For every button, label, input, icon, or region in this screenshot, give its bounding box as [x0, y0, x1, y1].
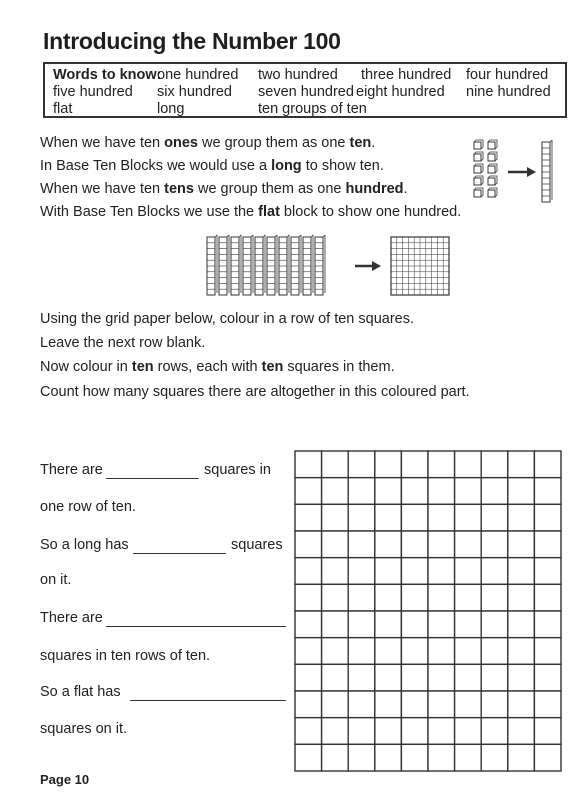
grid-cell[interactable] [508, 638, 535, 665]
grid-cell[interactable] [322, 664, 349, 691]
grid-cell[interactable] [295, 664, 322, 691]
grid-cell[interactable] [375, 478, 402, 505]
page-title: Introducing the Number 100 [43, 28, 341, 54]
word-item: six hundred [157, 84, 232, 100]
intro-text: When we have ten [40, 181, 165, 197]
arrow-head-icon [527, 167, 536, 177]
grid-cell[interactable] [455, 584, 482, 611]
grid-cell[interactable] [481, 584, 508, 611]
grid-cell[interactable] [534, 691, 561, 718]
grid-cell[interactable] [322, 531, 349, 558]
instruction-line-1: Using the grid paper below, colour in a row of ten squares. [40, 311, 414, 327]
q1-answer-blank[interactable] [106, 478, 199, 479]
grid-cell[interactable] [401, 744, 428, 771]
grid-cell[interactable] [322, 691, 349, 718]
grid-cell[interactable] [295, 558, 322, 585]
q2-text-c: on it. [40, 572, 72, 588]
intro-bold: long [271, 158, 302, 174]
grid-cell[interactable] [348, 531, 375, 558]
grid-cell[interactable] [375, 451, 402, 478]
grid-cell[interactable] [455, 691, 482, 718]
grid-cell[interactable] [534, 611, 561, 638]
word-item: four hundred [466, 67, 549, 83]
grid-cell[interactable] [455, 718, 482, 745]
grid-cell[interactable] [534, 504, 561, 531]
grid-cell[interactable] [481, 558, 508, 585]
grid-cell[interactable] [534, 531, 561, 558]
grid-cell[interactable] [401, 611, 428, 638]
instruction-line-4: Count how many squares there are altogether in this coloured part. [40, 384, 470, 400]
word-item: one hundred [157, 67, 239, 83]
word-item: seven hundred [258, 84, 354, 100]
intro-line-1 [40, 135, 375, 151]
grid-cell[interactable] [322, 718, 349, 745]
grid-cell[interactable] [295, 504, 322, 531]
unit-cube [474, 166, 481, 173]
grid-cell[interactable] [348, 584, 375, 611]
grid-cell[interactable] [295, 691, 322, 718]
grid-cell[interactable] [508, 718, 535, 745]
grid-cell[interactable] [428, 744, 455, 771]
q2-text-b: squares [231, 537, 283, 553]
grid-cell[interactable] [348, 664, 375, 691]
grid-cell[interactable] [428, 584, 455, 611]
grid-cell[interactable] [375, 504, 402, 531]
instruction-bold: ten [261, 359, 284, 375]
grid-cell[interactable] [428, 638, 455, 665]
grid-cell[interactable] [508, 611, 535, 638]
word-item: five hundred [53, 84, 133, 100]
intro-line-3 [40, 181, 408, 197]
grid-cell[interactable] [455, 611, 482, 638]
grid-cell[interactable] [455, 664, 482, 691]
grid-cell[interactable] [481, 638, 508, 665]
grid-cell[interactable] [401, 638, 428, 665]
unit-cube [474, 154, 481, 161]
intro-text: . [403, 181, 408, 197]
grid-cell[interactable] [375, 744, 402, 771]
intro-bold: hundred [345, 181, 404, 197]
grid-cell[interactable] [348, 558, 375, 585]
grid-cell[interactable] [348, 478, 375, 505]
grid-cell[interactable] [401, 691, 428, 718]
grid-cell[interactable] [428, 531, 455, 558]
grid-cell[interactable] [375, 611, 402, 638]
words-to-know-box [43, 62, 567, 118]
grid-cell[interactable] [322, 611, 349, 638]
grid-cell[interactable] [455, 558, 482, 585]
instruction-line-3 [40, 359, 395, 375]
grid-cell[interactable] [455, 638, 482, 665]
arrow-head-icon [372, 261, 381, 271]
instruction-text: squares in them. [283, 359, 395, 375]
grid-cell[interactable] [322, 451, 349, 478]
grid-cell[interactable] [295, 451, 322, 478]
word-item: flat [53, 101, 73, 117]
grid-cell[interactable] [401, 504, 428, 531]
unit-cube [474, 190, 481, 197]
grid-cell[interactable] [481, 611, 508, 638]
instruction-line-2: Leave the next row blank. [40, 335, 206, 351]
grid-cell[interactable] [322, 558, 349, 585]
grid-cell[interactable] [428, 451, 455, 478]
grid-cell[interactable] [534, 638, 561, 665]
grid-cell[interactable] [322, 478, 349, 505]
grid-cell[interactable] [401, 718, 428, 745]
grid-cell[interactable] [534, 451, 561, 478]
grid-cell[interactable] [348, 611, 375, 638]
grid-cell[interactable] [534, 664, 561, 691]
q4-text-b: squares on it. [40, 721, 128, 737]
grid-cell[interactable] [428, 504, 455, 531]
grid-cell[interactable] [428, 691, 455, 718]
page-number: Page 10 [40, 772, 90, 787]
grid-cell[interactable] [534, 718, 561, 745]
intro-line-4 [40, 204, 461, 220]
grid-cell[interactable] [348, 691, 375, 718]
grid-cell[interactable] [295, 744, 322, 771]
grid-cell[interactable] [508, 478, 535, 505]
grid-cell[interactable] [534, 558, 561, 585]
grid-cell[interactable] [455, 744, 482, 771]
q3-text-b: squares in ten rows of ten. [40, 648, 211, 664]
grid-cell[interactable] [508, 584, 535, 611]
grid-cell[interactable] [375, 664, 402, 691]
unit-cube [474, 142, 481, 149]
word-item: ten groups of ten [258, 101, 367, 117]
grid-cell[interactable] [481, 451, 508, 478]
grid-cell[interactable] [322, 584, 349, 611]
grid-cell[interactable] [481, 504, 508, 531]
grid-cell[interactable] [481, 691, 508, 718]
grid-cell[interactable] [401, 558, 428, 585]
grid-cell[interactable] [348, 451, 375, 478]
q3-text-a: There are [40, 610, 103, 626]
intro-text: . [371, 135, 376, 151]
unit-cube [488, 178, 495, 185]
words-to-know-label: Words to know: [53, 67, 162, 83]
grid-cell[interactable] [481, 664, 508, 691]
intro-bold: ones [164, 135, 198, 151]
unit-cube [488, 166, 495, 173]
word-item: two hundred [258, 67, 338, 83]
instruction-text: Now colour in [40, 359, 132, 375]
intro-text: we group them as one [197, 135, 350, 151]
grid-cell[interactable] [508, 664, 535, 691]
grid-cell[interactable] [401, 531, 428, 558]
intro-text: With Base Ten Blocks we use the [40, 204, 259, 220]
grid-cell[interactable] [322, 638, 349, 665]
grid-cell[interactable] [481, 478, 508, 505]
grid-cell[interactable] [375, 691, 402, 718]
grid-cell[interactable] [481, 718, 508, 745]
grid-cell[interactable] [481, 531, 508, 558]
word-item: nine hundred [466, 84, 551, 100]
grid-cell[interactable] [348, 744, 375, 771]
grid-cell[interactable] [508, 504, 535, 531]
grid-cell[interactable] [322, 744, 349, 771]
grid-cell[interactable] [295, 718, 322, 745]
q1-text-c: one row of ten. [40, 499, 136, 515]
grid-cell[interactable] [401, 478, 428, 505]
q4-answer-blank[interactable] [130, 700, 286, 701]
grid-cell[interactable] [401, 664, 428, 691]
q2-text-a: So a long has [40, 537, 129, 553]
intro-bold: tens [164, 181, 194, 197]
intro-text: When we have ten [40, 135, 165, 151]
grid-cell[interactable] [375, 638, 402, 665]
ones-to-long-illustration [470, 138, 560, 208]
grid-cell[interactable] [295, 531, 322, 558]
unit-cube [474, 178, 481, 185]
unit-cube [488, 190, 495, 197]
word-item: eight hundred [356, 84, 445, 100]
grid-cell[interactable] [295, 478, 322, 505]
instruction-text: rows, each with [153, 359, 262, 375]
intro-text: In Base Ten Blocks we would use a [40, 158, 272, 174]
intro-text: to show ten. [301, 158, 384, 174]
grid-cell[interactable] [455, 451, 482, 478]
grid-cell[interactable] [508, 531, 535, 558]
grid-cell[interactable] [508, 451, 535, 478]
grid-cell[interactable] [508, 744, 535, 771]
grid-cell[interactable] [295, 611, 322, 638]
grid-cell[interactable] [375, 558, 402, 585]
q1-text-b: squares in [204, 462, 271, 478]
grid-cell[interactable] [428, 478, 455, 505]
grid-paper[interactable] [294, 450, 564, 772]
intro-text: we group them as one [193, 181, 346, 197]
grid-cell[interactable] [508, 558, 535, 585]
grid-cell[interactable] [428, 718, 455, 745]
unit-cube [488, 142, 495, 149]
word-item: three hundred [361, 67, 452, 83]
q4-text-a: So a flat has [40, 684, 121, 700]
grid-cell[interactable] [455, 478, 482, 505]
grid-cell[interactable] [375, 718, 402, 745]
grid-cell[interactable] [428, 558, 455, 585]
grid-cell[interactable] [348, 504, 375, 531]
grid-cell[interactable] [348, 718, 375, 745]
intro-line-2 [40, 158, 384, 174]
grid-cell[interactable] [508, 691, 535, 718]
grid-cell[interactable] [322, 504, 349, 531]
longs-to-flat-illustration [205, 234, 455, 299]
intro-bold: flat [258, 204, 280, 220]
grid-cell[interactable] [375, 584, 402, 611]
unit-cube [488, 154, 495, 161]
q3-answer-blank[interactable] [106, 626, 286, 627]
grid-cell[interactable] [428, 611, 455, 638]
grid-cell[interactable] [455, 504, 482, 531]
q1-text-a: There are [40, 462, 103, 478]
grid-cell[interactable] [481, 744, 508, 771]
intro-bold: ten [349, 135, 372, 151]
word-item: long [157, 101, 185, 117]
grid-cell[interactable] [348, 638, 375, 665]
grid-cell[interactable] [455, 531, 482, 558]
grid-cell[interactable] [534, 478, 561, 505]
grid-cell[interactable] [295, 638, 322, 665]
grid-cell[interactable] [401, 584, 428, 611]
grid-cell[interactable] [295, 584, 322, 611]
grid-cell[interactable] [534, 744, 561, 771]
grid-cell[interactable] [375, 531, 402, 558]
grid-cell[interactable] [428, 664, 455, 691]
grid-cell[interactable] [401, 451, 428, 478]
grid-cell[interactable] [534, 584, 561, 611]
q2-answer-blank[interactable] [133, 553, 226, 554]
instruction-bold: ten [131, 359, 154, 375]
intro-text: block to show one hundred. [279, 204, 462, 220]
